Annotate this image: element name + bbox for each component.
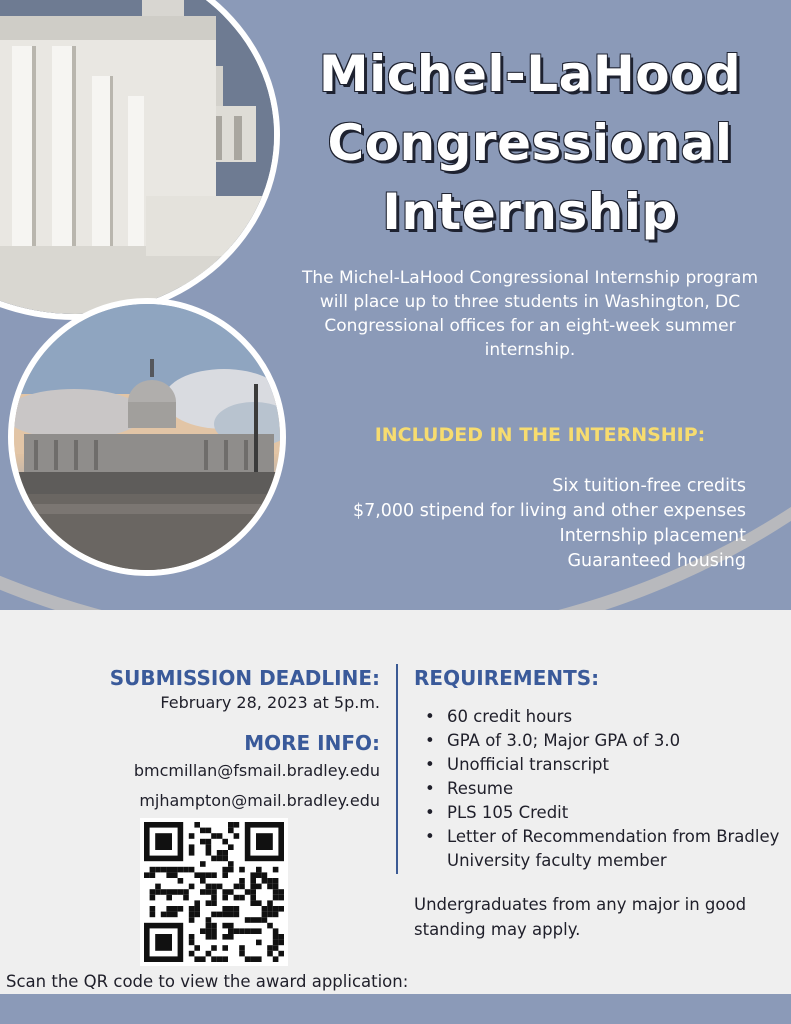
requirement-item: • Resume [425, 777, 790, 801]
included-item: Six tuition-free credits [552, 476, 746, 496]
requirement-item: • Letter of Recommendation from Bradley University faculty member [425, 827, 780, 870]
requirement-item: • PLS 105 Credit [425, 801, 790, 825]
requirements-list [425, 705, 790, 873]
bullet-icon: • [425, 731, 435, 750]
title-line-1: Michel-LaHood [318, 45, 742, 103]
bullet-icon: • [425, 827, 435, 846]
included-item: Guaranteed housing [567, 551, 746, 571]
title-line-2: Congressional [327, 114, 733, 172]
included-title: INCLUDED IN THE INTERNSHIP: [374, 424, 706, 446]
scan-instruction: Scan the QR code to view the award application: [6, 972, 409, 991]
deadline-title: SUBMISSION DEADLINE: [109, 666, 380, 690]
more-info-title: MORE INFO: [244, 731, 380, 755]
bullet-icon: • [425, 779, 435, 798]
capitol-sunset-photo [8, 298, 286, 576]
included-item: $7,000 stipend for living and other expenses [352, 501, 746, 521]
column-divider [396, 664, 398, 874]
deadline-text: February 28, 2023 at 5p.m. [160, 693, 380, 712]
included-list [280, 474, 746, 574]
title-line-3: Internship [382, 183, 678, 241]
included-item: Internship placement [559, 526, 746, 546]
bullet-icon: • [425, 707, 435, 726]
contact-email-1[interactable]: bmcmillan@fsmail.bradley.edu [133, 761, 380, 780]
requirement-item: • GPA of 3.0; Major GPA of 3.0 [425, 729, 790, 753]
requirements-title: REQUIREMENTS: [414, 666, 600, 690]
footer-bar [0, 994, 791, 1024]
bullet-icon: • [425, 755, 435, 774]
requirement-item: • Unofficial transcript [425, 753, 790, 777]
qr-code[interactable] [140, 818, 288, 966]
page-title [290, 40, 770, 247]
requirement-item: • 60 credit hours [425, 705, 790, 729]
eligibility-note: Undergraduates from any major in good standing may apply. [414, 895, 747, 939]
intro-text: The Michel-LaHood Congressional Internship program will place up to three students in Washington, DC Congressional offices for an eight-week summer internship. [301, 268, 759, 360]
bullet-icon: • [425, 803, 435, 822]
contact-email-2[interactable]: mjhampton@mail.bradley.edu [139, 791, 380, 810]
